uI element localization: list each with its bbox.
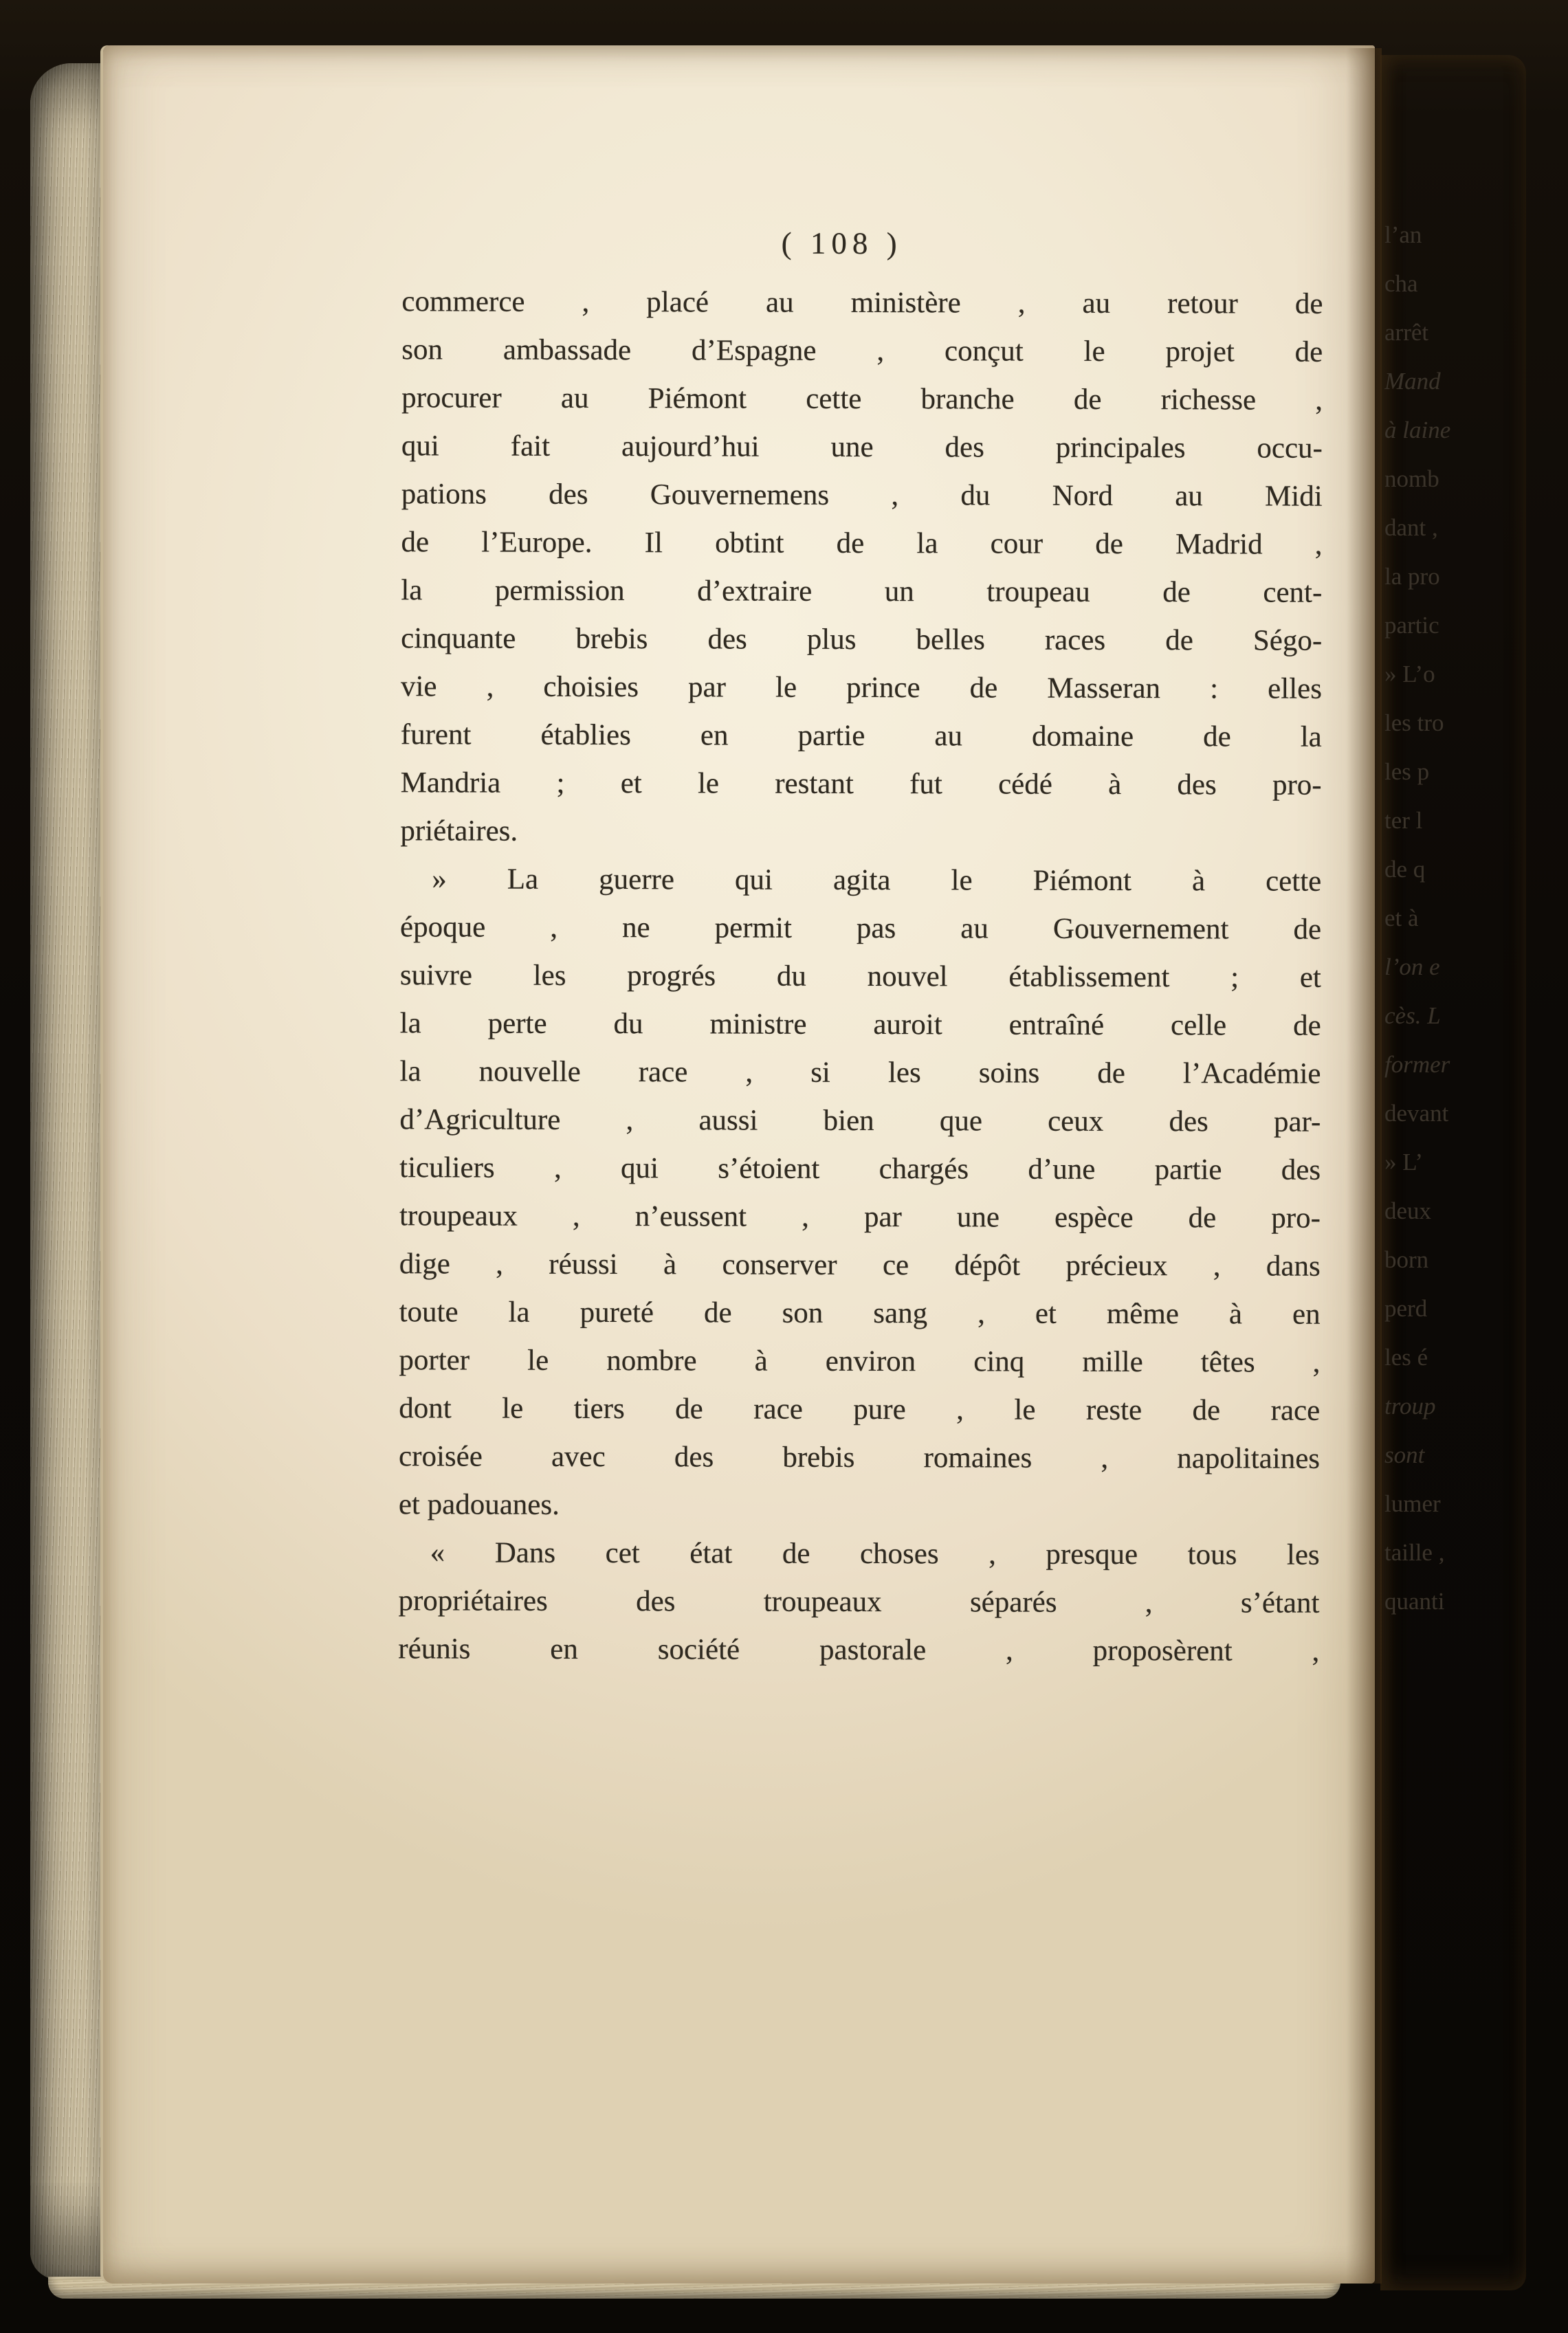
text-line: ticuliers , qui s’étoient chargés d’une partie des xyxy=(399,1151,1321,1186)
book-page xyxy=(103,45,1375,2284)
facing-page-line: nomb xyxy=(1384,465,1439,492)
facing-page-line: » L’ xyxy=(1384,1149,1424,1175)
text-line: pations des Gouvernemens , du Nord au Midi xyxy=(401,478,1323,513)
text-line: commerce , placé au ministère , au retour de xyxy=(401,285,1323,320)
facing-page-line: sont xyxy=(1384,1441,1425,1468)
text-line: la nouvelle race , si les soins de l’Académie xyxy=(399,1055,1321,1090)
facing-page-line: perd xyxy=(1384,1295,1428,1322)
text-line: « Dans cet état de choses , presque tous les xyxy=(430,1536,1320,1571)
text-line: dige , réussi à conserver ce dépôt précieux , dans xyxy=(399,1248,1321,1283)
facing-page-line: les p xyxy=(1384,758,1430,785)
text-line: et padouanes. xyxy=(398,1488,560,1521)
book-gutter-shadow xyxy=(1346,48,1382,2284)
text-line: de l’Europe. Il obtint de la cour de Madrid , xyxy=(401,526,1323,561)
facing-page-line: l’an xyxy=(1384,221,1422,248)
body-text xyxy=(398,278,1323,1676)
text-line: porter le nombre à environ cinq mille têtes , xyxy=(399,1344,1321,1379)
facing-page-line: quanti xyxy=(1384,1588,1445,1615)
facing-page-line: » L’o xyxy=(1384,661,1435,687)
facing-page-line: les tro xyxy=(1384,709,1444,736)
page-number: ( 108 ) xyxy=(781,225,903,261)
text-line: troupeaux , n’eussent , par une espèce de pro- xyxy=(399,1199,1321,1235)
text-line: dont le tiers de race pure , le reste de race xyxy=(399,1392,1321,1427)
facing-page-line: l’on e xyxy=(1384,953,1440,980)
facing-page-line: former xyxy=(1384,1051,1450,1078)
text-line: croisée avec des brebis romaines , napolitaines xyxy=(399,1440,1321,1475)
facing-page-line: lumer xyxy=(1384,1490,1441,1517)
facing-page-line: à laine xyxy=(1384,417,1451,443)
text-line: époque , ne permit pas au Gouvernement de xyxy=(400,911,1322,946)
text-line: suivre les progrés du nouvel établissement ; et xyxy=(399,959,1321,994)
text-line: propriétaires des troupeaux séparés , s’étant xyxy=(398,1584,1320,1619)
text-line: priétaires. xyxy=(400,815,518,848)
facing-page-line: deux xyxy=(1384,1197,1432,1224)
facing-page-sliver xyxy=(1380,55,1526,2290)
text-line: la perte du ministre auroit entraîné celle de xyxy=(399,1007,1321,1042)
facing-page-line: ter l xyxy=(1384,807,1423,834)
facing-page-line: et à xyxy=(1384,905,1419,931)
text-line: réunis en société pastorale , proposèrent , xyxy=(398,1633,1320,1668)
facing-page-line: troup xyxy=(1384,1393,1436,1419)
facing-page-text-fragments xyxy=(1384,210,1522,1626)
facing-page-line: cès. L xyxy=(1384,1002,1441,1029)
text-line: cinquante brebis des plus belles races de Ségo- xyxy=(401,622,1323,657)
text-line: la permission d’extraire un troupeau de cent- xyxy=(401,574,1323,609)
text-line: Mandria ; et le restant fut cédé à des pro- xyxy=(400,766,1322,801)
text-line: » La guerre qui agita le Piémont à cette xyxy=(432,863,1322,898)
facing-page-line: partic xyxy=(1384,612,1439,639)
facing-page-line: dant , xyxy=(1384,514,1438,541)
text-line: d’Agriculture , aussi bien que ceux des par- xyxy=(399,1103,1321,1138)
facing-page-line: taille , xyxy=(1384,1539,1445,1566)
facing-page-line: born xyxy=(1384,1246,1429,1273)
text-line: procurer au Piémont cette branche de richesse , xyxy=(401,382,1323,417)
facing-page-line: cha xyxy=(1384,270,1418,297)
facing-page-line: les é xyxy=(1384,1344,1428,1371)
facing-page-line: la pro xyxy=(1384,563,1440,590)
text-line: vie , choisies par le prince de Masseran : elles xyxy=(400,670,1323,705)
facing-page-line: de q xyxy=(1384,856,1426,883)
page-text-block xyxy=(398,224,1323,1676)
facing-page-line: arrêt xyxy=(1384,319,1429,346)
facing-page-line: Mand xyxy=(1384,368,1441,395)
facing-page-line: devant xyxy=(1384,1100,1449,1127)
text-line: furent établies en partie au domaine de la xyxy=(400,718,1322,753)
text-line: qui fait aujourd’hui une des principales occu- xyxy=(401,430,1323,465)
text-line: son ambassade d’Espagne , conçut le projet de xyxy=(401,333,1323,368)
text-line: toute la pureté de son sang , et même à en xyxy=(399,1296,1321,1331)
